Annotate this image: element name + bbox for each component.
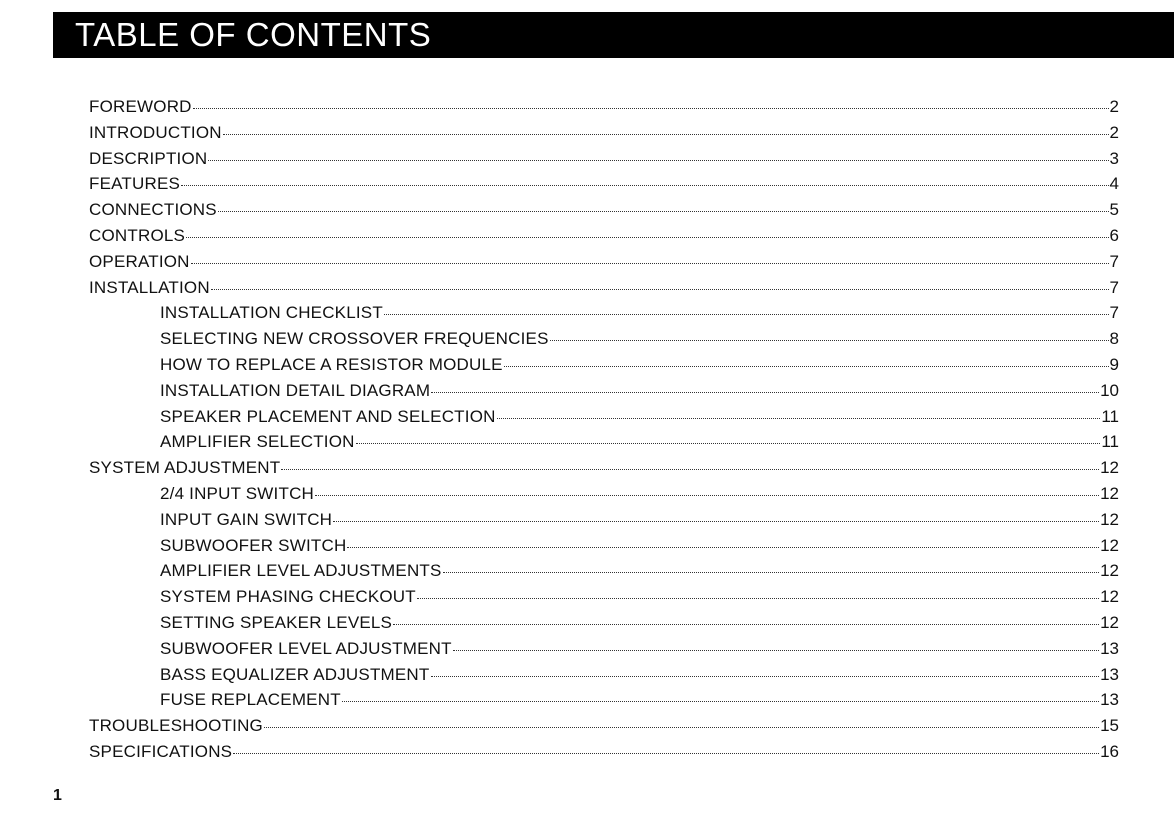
dot-leader (208, 160, 1108, 161)
toc-entry-page: 12 (1100, 458, 1119, 478)
toc-entry-label: AMPLIFIER LEVEL ADJUSTMENTS (160, 561, 442, 581)
toc-entry-label: CONNECTIONS (89, 200, 217, 220)
dot-leader (431, 676, 1100, 677)
toc-entry-page: 12 (1100, 483, 1119, 503)
toc-entry-label: TROUBLESHOOTING (89, 716, 263, 736)
toc-entry (89, 610, 1119, 636)
dot-leader (356, 443, 1101, 444)
toc-entry (89, 687, 1119, 713)
toc-entry-page: 4 (1109, 174, 1119, 194)
toc-entry (89, 94, 1119, 120)
toc-entry-page: 6 (1109, 225, 1119, 245)
toc-entry (89, 197, 1119, 223)
toc-entry-label: SELECTING NEW CROSSOVER FREQUENCIES (160, 329, 549, 349)
toc-entry (89, 378, 1119, 404)
dot-leader (281, 469, 1099, 470)
toc-entry (89, 146, 1119, 172)
toc-entry-label: AMPLIFIER SELECTION (160, 432, 355, 452)
toc-entry-label: INPUT GAIN SWITCH (160, 509, 333, 529)
toc-entry-label: SPEAKER PLACEMENT AND SELECTION (160, 406, 496, 426)
toc-entry-page: 11 (1101, 432, 1119, 452)
toc-entry-label: FUSE REPLACEMENT (160, 690, 341, 710)
toc-entry-page: 11 (1101, 406, 1119, 426)
toc-entry-page: 12 (1100, 612, 1119, 632)
dot-leader (384, 314, 1109, 315)
toc-entry-label: 2/4 INPUT SWITCH (160, 483, 315, 503)
toc-entry-page: 5 (1109, 200, 1119, 220)
dot-leader (431, 392, 1099, 393)
toc-entry-label: INSTALLATION CHECKLIST (160, 303, 383, 323)
toc-entry-page: 2 (1109, 97, 1119, 116)
toc-entry-page: 10 (1100, 380, 1119, 400)
toc-entry-label: SETTING SPEAKER LEVELS (160, 612, 393, 632)
toc-entry-label: SUBWOOFER SWITCH (160, 535, 347, 555)
dot-leader (443, 572, 1100, 573)
dot-leader (186, 237, 1108, 238)
dot-leader (417, 598, 1099, 599)
toc-entry-page: 13 (1100, 690, 1119, 710)
toc-entry-label: SUBWOOFER LEVEL ADJUSTMENT (160, 638, 452, 658)
table-of-contents (89, 94, 1119, 765)
dot-leader (315, 495, 1099, 496)
toc-entry-label: CONTROLS (89, 225, 186, 245)
toc-entry-label: DESCRIPTION (89, 148, 208, 168)
dot-leader (347, 547, 1099, 548)
dot-leader (504, 366, 1109, 367)
toc-entry-label: BASS EQUALIZER ADJUSTMENT (160, 664, 430, 684)
dot-leader (211, 289, 1109, 290)
toc-entry (89, 429, 1119, 455)
page-title: TABLE OF CONTENTS (53, 12, 1174, 58)
toc-entry-page: 7 (1109, 277, 1119, 297)
dot-leader (264, 727, 1099, 728)
toc-entry (89, 558, 1119, 584)
toc-entry-page: 12 (1100, 587, 1119, 607)
dot-leader (497, 418, 1101, 419)
toc-entry (89, 455, 1119, 481)
dot-leader (393, 624, 1099, 625)
toc-entry-label: SYSTEM ADJUSTMENT (89, 458, 281, 478)
toc-entry-page: 3 (1109, 148, 1119, 168)
toc-entry (89, 662, 1119, 688)
toc-entry (89, 636, 1119, 662)
toc-entry (89, 249, 1119, 275)
toc-entry-page: 9 (1109, 354, 1119, 374)
toc-entry (89, 352, 1119, 378)
toc-entry-page: 13 (1100, 664, 1119, 684)
toc-entry (89, 533, 1119, 559)
toc-entry-page: 2 (1109, 122, 1119, 142)
dot-leader (233, 753, 1099, 754)
dot-leader (193, 108, 1109, 109)
toc-entry (89, 120, 1119, 146)
toc-entry (89, 507, 1119, 533)
toc-entry (89, 481, 1119, 507)
dot-leader (550, 340, 1109, 341)
toc-entry (89, 300, 1119, 326)
dot-leader (223, 134, 1109, 135)
toc-entry-label: INSTALLATION (89, 277, 210, 297)
toc-entry-label: SPECIFICATIONS (89, 741, 233, 761)
toc-entry-page: 15 (1100, 716, 1119, 736)
dot-leader (342, 701, 1099, 702)
toc-entry (89, 223, 1119, 249)
page-number: 1 (53, 787, 62, 804)
dot-leader (453, 650, 1099, 651)
dot-leader (218, 211, 1109, 212)
toc-entry (89, 275, 1119, 301)
toc-entry-label: FOREWORD (89, 97, 192, 116)
toc-entry-label: HOW TO REPLACE A RESISTOR MODULE (160, 354, 503, 374)
toc-entry (89, 171, 1119, 197)
dot-leader (191, 263, 1109, 264)
toc-entry (89, 404, 1119, 430)
toc-entry-page: 16 (1100, 741, 1119, 761)
toc-entry-label: SYSTEM PHASING CHECKOUT (160, 587, 416, 607)
toc-entry-page: 7 (1109, 303, 1119, 323)
toc-entry (89, 739, 1119, 765)
toc-entry-label: INSTALLATION DETAIL DIAGRAM (160, 380, 431, 400)
toc-entry-label: OPERATION (89, 251, 190, 271)
toc-entry-label: FEATURES (89, 174, 181, 194)
toc-entry-page: 12 (1100, 561, 1119, 581)
toc-entry-page: 12 (1100, 509, 1119, 529)
toc-entry-label: INTRODUCTION (89, 122, 222, 142)
dot-leader (333, 521, 1099, 522)
toc-entry (89, 713, 1119, 739)
toc-entry (89, 326, 1119, 352)
toc-entry-page: 7 (1109, 251, 1119, 271)
toc-entry (89, 584, 1119, 610)
toc-entry-page: 13 (1100, 638, 1119, 658)
dot-leader (181, 185, 1109, 186)
toc-entry-page: 12 (1100, 535, 1119, 555)
toc-entry-page: 8 (1109, 329, 1119, 349)
